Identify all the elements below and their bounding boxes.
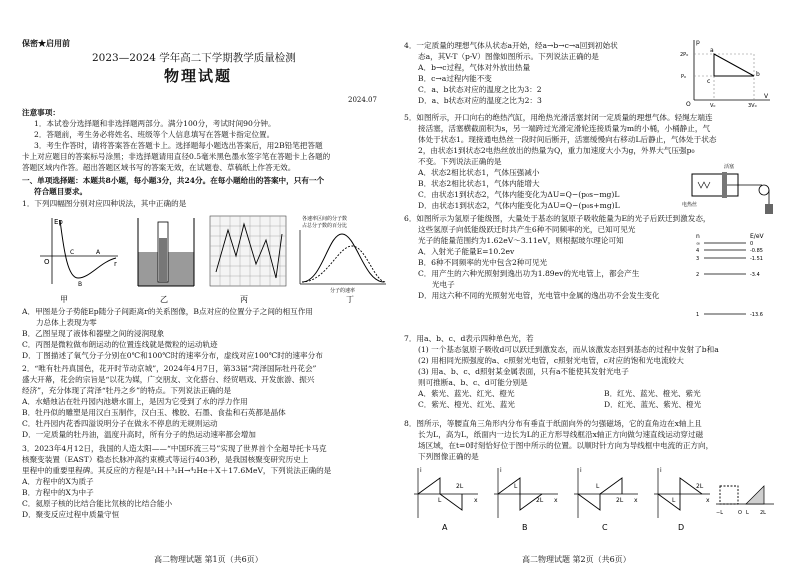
- page-footer: 高二物理试题 第2页（共6页）: [522, 555, 631, 564]
- q7-line: (3) 用a、b、c、d照射某金属表面，只有a不能使其发射光电子: [418, 367, 629, 376]
- q1-option-a-cont: 力总体上表现为零: [36, 318, 97, 327]
- q5-line: 2，由状态1到状态2电热丝放出的热量为Q，重力加速度大小为g，外界大气压强p₀: [418, 146, 695, 155]
- state-a-label: a: [710, 47, 714, 54]
- field-diagram: [716, 486, 774, 516]
- note-line: 卡上对应题目的答案标号涂黑；非选择题请用直径0.5毫米黑色墨水签字笔在答题卡上各题的: [22, 152, 331, 161]
- q3-line: 3．2023年4月12日，我国的人造太阳——“中国环流三号”实现了世界首个全超导托卡马克: [22, 444, 327, 453]
- q7-option-a: A．紫光、蓝光、红光、橙光: [418, 389, 515, 398]
- q4-option-b: B．c→a过程内能不变: [418, 74, 492, 83]
- q5-line: 5．如图所示，开口向右的绝热汽缸，用绝热光滑活塞封闭一定质量的理想气体。轻绳左端连: [404, 113, 713, 122]
- q6-option-c-cont: 光电子: [432, 280, 455, 289]
- v3-label: 3V₀: [748, 103, 757, 108]
- level-e-1: -13.6: [750, 312, 763, 318]
- svg-text:L: L: [672, 497, 676, 504]
- q6-option-d: D．用这六种不同的光照射光电管，光电管中金属的逸出功不会发生变化: [418, 291, 660, 300]
- graph-a-label: A: [442, 523, 448, 532]
- point-b-label: B: [78, 281, 83, 288]
- origin-label: O: [686, 101, 691, 108]
- state-b-label: b: [756, 71, 760, 78]
- q3-line: 核聚变装置（EAST）稳态长脉冲高约束模式等运行403秒，是我国核聚变研究历史上: [22, 455, 309, 464]
- level-e-4: -0.85: [750, 248, 763, 254]
- exam-title: 2023—2024 学年高二下学期教学质量检测: [92, 52, 296, 64]
- svg-text:i: i: [580, 467, 582, 474]
- figure-yi: [138, 218, 194, 304]
- level-e-inf: 0: [750, 241, 754, 247]
- confidential-mark: 保密★启用前: [22, 38, 70, 48]
- origin-label: O: [44, 258, 50, 266]
- q4-line: 4．一定质量的理想气体从状态a开始，经a→b→c→a回到初始状: [404, 41, 618, 50]
- q4-option-a: A．b→c过程，气体对外放出热量: [418, 63, 531, 72]
- svg-text:−L: −L: [716, 510, 723, 516]
- q5-line: 接活塞，活塞横截面积为s，另一端跨过光滑定滑轮连接质量为m的小桶，小桶静止，气: [418, 124, 711, 133]
- q5-line: 不变。下列说法正确的是: [418, 157, 502, 166]
- q5-line: 体处于状态1。现接通电热丝一段时间后断开，活塞缓慢向右移动L后静止，气体处于状态: [418, 135, 717, 144]
- note-line: 答题区域内作答。超出答题区域书写的答案无效，在试题卷、草稿纸上作答无效。: [22, 163, 296, 172]
- q3-line: 里程中的重要里程碑。其反应的方程是²₁H＋³₁H→⁴₂He＋X＋17.6MeV，下列说法正确的是: [22, 466, 332, 475]
- q2-option-d: D．一定质量的牡丹油，温度升高时，所有分子的热运动速率都会增加: [22, 430, 256, 439]
- svg-text:L: L: [596, 483, 600, 490]
- graph-c-label: C: [602, 523, 608, 532]
- page-2: [404, 0, 776, 577]
- heater-label: 电热丝: [682, 202, 698, 208]
- svg-text:L: L: [746, 510, 749, 516]
- graph-b: [494, 467, 558, 532]
- exam-date: 2024.07: [348, 96, 377, 104]
- level-n-4: 4: [696, 248, 700, 254]
- q2-line: 经济”，充分体现了菏泽“牡丹之乡”的特点。下列说法正确的是: [22, 386, 232, 395]
- level-n-2: 2: [696, 272, 700, 278]
- svg-text:2L: 2L: [696, 483, 704, 490]
- q5-option-d: D．由状态1到状态2，气体内能变化为ΔU=Q−(p₀s+mg)L: [418, 201, 620, 210]
- q6-line: 光子的能量范围约为1.62eV～3.11eV，则根据玻尔理论可知: [418, 236, 624, 245]
- figure-ding: [300, 215, 386, 304]
- q3-option-b: B．方程中的X为中子: [22, 488, 94, 497]
- level-e-2: -3.4: [750, 272, 760, 278]
- point-a-label: A: [96, 249, 101, 256]
- q1-option-d: D．丁图描述了氧气分子分别在0℃和100℃时的速率分布，虚线对应100℃时的速率分布: [22, 351, 323, 360]
- p2-label: 2P₀: [680, 52, 689, 58]
- q7-line: 7．用a、b、c、d表示四种单色光，若: [404, 334, 534, 343]
- q8-line: 长为L，高为L，纸面内一边长为L的正方形导线框沿x轴正方向做匀速直线运动穿过磁: [418, 430, 704, 439]
- q5-option-b: B．状态2相比状态1，气体内能增大: [418, 179, 540, 188]
- figure-label-jia: 甲: [60, 295, 68, 304]
- q2-option-a: A．水蜡烛沾在牡丹园内池塘水面上，是因为它受到了水的浮力作用: [22, 397, 248, 406]
- level-e-3: -1.51: [750, 256, 763, 262]
- p-axis-label: p: [696, 39, 700, 46]
- q6-line: 6．如图所示为氢原子能级图，大量处于基态的氢原子吸收能量为E的光子后跃迁到激发态，: [404, 214, 711, 223]
- q4-option-d: D．a、b状态对应的温度之比为2：3: [418, 96, 542, 105]
- q7-option-b: B．红光、蓝光、橙光、紫光: [604, 389, 701, 398]
- figure-label-ding: 丁: [346, 295, 354, 304]
- ding-title-2: 占总分子数的百分比: [302, 223, 348, 229]
- q8-line: 下列图像正确的是: [418, 452, 479, 461]
- notes-heading: 注意事项：: [22, 108, 60, 117]
- figure-bing: [210, 216, 286, 304]
- svg-text:i: i: [500, 467, 502, 474]
- level-n-3: 3: [696, 256, 700, 262]
- note-line: 3．考生作答时，请将答案答在答题卡上。选择题每小题选出答案后，用2B铅笔把答题: [34, 141, 323, 150]
- graph-b-label: B: [522, 523, 528, 532]
- svg-text:i: i: [660, 467, 662, 474]
- p1-label: P₀: [681, 74, 687, 80]
- subject-title: 物理试题: [164, 67, 233, 85]
- q2-option-c: C．牡丹园内花香四溢说明分子在做永不停息的无规则运动: [22, 419, 218, 428]
- section-heading-cont: 符合题目要求。: [34, 187, 88, 196]
- q6-line: 这些氢原子向低能级跃迁时共产生6种不同频率的光，已知可见光: [418, 225, 636, 234]
- q3-option-a: A．方程中的X为质子: [22, 477, 94, 486]
- q1-figures: [30, 212, 390, 304]
- q3-option-c: C．氦原子核的比结合能比氘核的比结合能小: [22, 499, 173, 508]
- q6-option-a: A．入射光子能量E=10.2ev: [418, 247, 515, 256]
- note-line: 2．答题前，考生务必将姓名、班级等个人信息填写在答题卡指定位置。: [34, 130, 275, 139]
- q1-option-a: A．甲图是分子势能Ep随分子间距离r的关系图像，B点对应的位置分子之间的相互作用: [22, 307, 313, 316]
- graph-a: [414, 467, 478, 532]
- q5-option-a: A．状态2相比状态1，气体压强减小: [418, 168, 540, 177]
- svg-text:2L: 2L: [616, 497, 624, 504]
- q7-line: 则可推断a、b、c、d可能分别是: [418, 378, 528, 387]
- graph-d: [654, 467, 710, 532]
- v-axis-label: V: [764, 93, 769, 100]
- level-n-1: 1: [696, 312, 700, 318]
- q7-option-c: C．紫光、橙光、红光、蓝光: [418, 400, 515, 409]
- page-1: [22, 0, 392, 577]
- q1-option-b: B．乙图呈现了液体和器壁之间的浸润现象: [22, 329, 165, 338]
- r-axis-label: r: [114, 260, 117, 268]
- q4-line: 态a，其V-T（p-V）图像如图所示。下列说法正确的是: [418, 52, 599, 61]
- note-line: 1．本试卷分选择题和非选择题两部分。满分100分，考试时间90分钟。: [34, 119, 276, 128]
- svg-text:O: O: [738, 510, 742, 516]
- svg-text:L: L: [438, 497, 442, 504]
- n-label: n: [696, 233, 700, 240]
- q3-option-d: D．聚变反应过程中质量守恒: [22, 510, 120, 519]
- svg-text:2L: 2L: [536, 497, 544, 504]
- q4-pv-diagram: [680, 36, 774, 108]
- state-c-label: c: [707, 78, 711, 85]
- figure-jia: [40, 218, 118, 304]
- q8-line: 8．图所示，等腰直角三角形内分布有垂直于纸面向外的匀强磁场，它的直角边在x轴上且: [404, 419, 702, 428]
- q8-graphs: [410, 464, 776, 534]
- q7-line: (1) 一个基态氢原子吸收d可以跃迁到激发态，而从该激发态回到基态的过程中发射了b和a: [418, 345, 719, 354]
- level-n-inf: ∞: [696, 241, 701, 247]
- ding-axis-label: 分子的速率: [330, 288, 356, 294]
- svg-text:2L: 2L: [456, 483, 464, 490]
- q1-stem: 1．下列四幅图分别对应四种说法，其中正确的是: [22, 199, 187, 208]
- ev-label: E/eV: [750, 233, 764, 240]
- graph-d-label: D: [678, 523, 685, 532]
- svg-text:x: x: [474, 497, 478, 504]
- svg-text:2L: 2L: [760, 510, 766, 516]
- q1-option-c: C．丙图是微粒做布朗运动的位置连线就是微粒的运动轨迹: [22, 340, 218, 349]
- svg-text:i: i: [420, 467, 422, 474]
- v1-label: V₀: [710, 103, 716, 108]
- q5-cylinder-diagram: [682, 160, 776, 218]
- q5-option-c: C．由状态1到状态2，气体内能变化为ΔU=Q−(p₀s−mg)L: [418, 190, 620, 199]
- ding-title: 各速率区间的分子数: [302, 216, 348, 222]
- figure-label-yi: 乙: [160, 295, 168, 304]
- q7-line: (2) 用相同光照强度的a、c照射光电管，c照射光电管，c对应的饱和光电流较大: [418, 356, 684, 365]
- svg-text:L: L: [514, 483, 518, 490]
- svg-text:x: x: [634, 497, 638, 504]
- q8-line: 场区域，在t=0时刻恰好位于图中所示的位置。以顺时针方向为导线框中电流的正方向，: [418, 441, 714, 450]
- q7-option-d: D．红光、蓝光、紫光、橙光: [604, 400, 702, 409]
- q6-energy-levels: [694, 230, 774, 320]
- point-c-label: C: [70, 249, 75, 256]
- figure-label-bing: 丙: [240, 295, 248, 304]
- q2-line: 2．“唯有牡丹真国色，花开时节动京城”，2024年4月7日，第33届“菏泽国际牡丹花会”: [22, 364, 317, 373]
- section-heading: 一、单项选择题：本题共8小题，每小题3分，共24分。在每小题给出的答案中，只有一个: [22, 176, 325, 185]
- ep-axis-label: Ep: [54, 218, 63, 226]
- svg-text:x: x: [554, 497, 558, 504]
- svg-text:x: x: [706, 497, 710, 504]
- q6-option-c: C．用产生的六种光照射到逸出功为1.89ev的光电管上，都会产生: [418, 269, 640, 278]
- q6-option-b: B．6种不同频率的光中包含2种可见光: [418, 258, 548, 267]
- graph-c: [574, 467, 638, 532]
- piston-label: 活塞: [724, 164, 735, 170]
- q2-option-b: B．牡丹似的雕塑是用汉白玉制作，汉白玉、橡胶、石墨、食盐和石英都是晶体: [22, 408, 286, 417]
- page-footer: 高二物理试题 第1页（共6页）: [154, 555, 263, 564]
- q4-option-c: C．a、b状态对应的温度之比为3：2: [418, 85, 542, 94]
- q2-line: 盛大开幕，花会的宗旨是“以花为媒，广交朋友、文化搭台、经贸唱戏、开发旅游、振兴: [22, 375, 315, 384]
